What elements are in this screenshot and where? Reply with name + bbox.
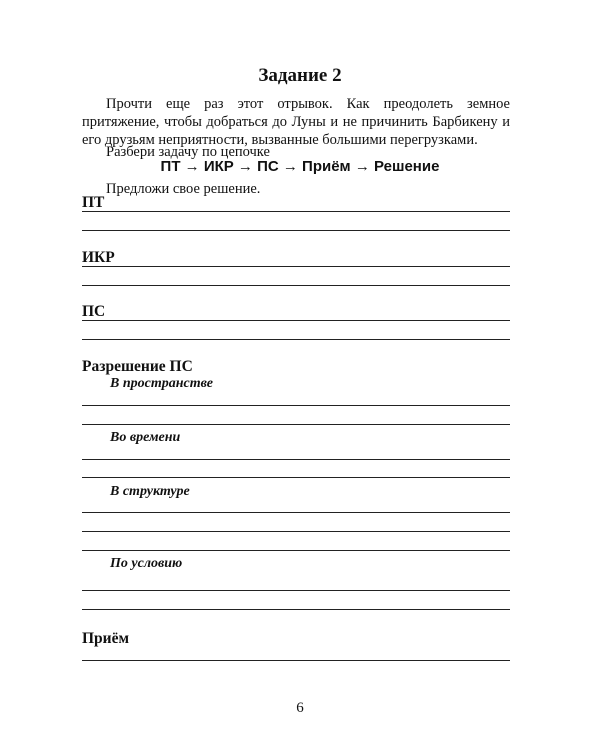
section-resolution-label: Разрешение ПС	[82, 358, 193, 375]
task-paragraph: Прочти еще раз этот отрывок. Как преодолеть земное притяжение, чтобы добраться до Луны и не причинить Барбикену и его друзьям неприятности, вызванные большими перегрузками.	[82, 96, 510, 148]
answer-line[interactable]	[82, 266, 510, 267]
page-number: 6	[296, 700, 304, 716]
task-prompt: Предложи свое решение.	[106, 181, 261, 197]
section-ikr-label: ИКР	[82, 249, 115, 266]
answer-line[interactable]	[82, 405, 510, 406]
answer-line[interactable]	[82, 459, 510, 460]
subsection-by-condition-label: По условию	[110, 556, 183, 571]
task-chain: ПТ → ИКР → ПС → Приём → Решение	[160, 158, 440, 175]
subsection-in-space-label: В пространстве	[110, 376, 213, 391]
answer-line[interactable]	[82, 609, 510, 610]
answer-line[interactable]	[82, 550, 510, 551]
answer-line[interactable]	[82, 512, 510, 513]
section-ps-label: ПС	[82, 303, 106, 320]
section-pt-label: ПТ	[82, 194, 105, 211]
answer-line[interactable]	[82, 531, 510, 532]
answer-line[interactable]	[82, 590, 510, 591]
task-instruction: Разбери задачу по цепочке	[106, 144, 270, 160]
answer-line[interactable]	[82, 424, 510, 425]
subsection-in-time-label: Во времени	[110, 430, 181, 445]
answer-line[interactable]	[82, 477, 510, 478]
answer-line[interactable]	[82, 285, 510, 286]
task-title: Задание 2	[258, 65, 342, 86]
subsection-in-structure-label: В структуре	[110, 484, 190, 499]
section-technique-label: Приём	[82, 630, 130, 647]
answer-line[interactable]	[82, 230, 510, 231]
answer-line[interactable]	[82, 660, 510, 661]
answer-line[interactable]	[82, 320, 510, 321]
answer-line[interactable]	[82, 211, 510, 212]
answer-line[interactable]	[82, 339, 510, 340]
